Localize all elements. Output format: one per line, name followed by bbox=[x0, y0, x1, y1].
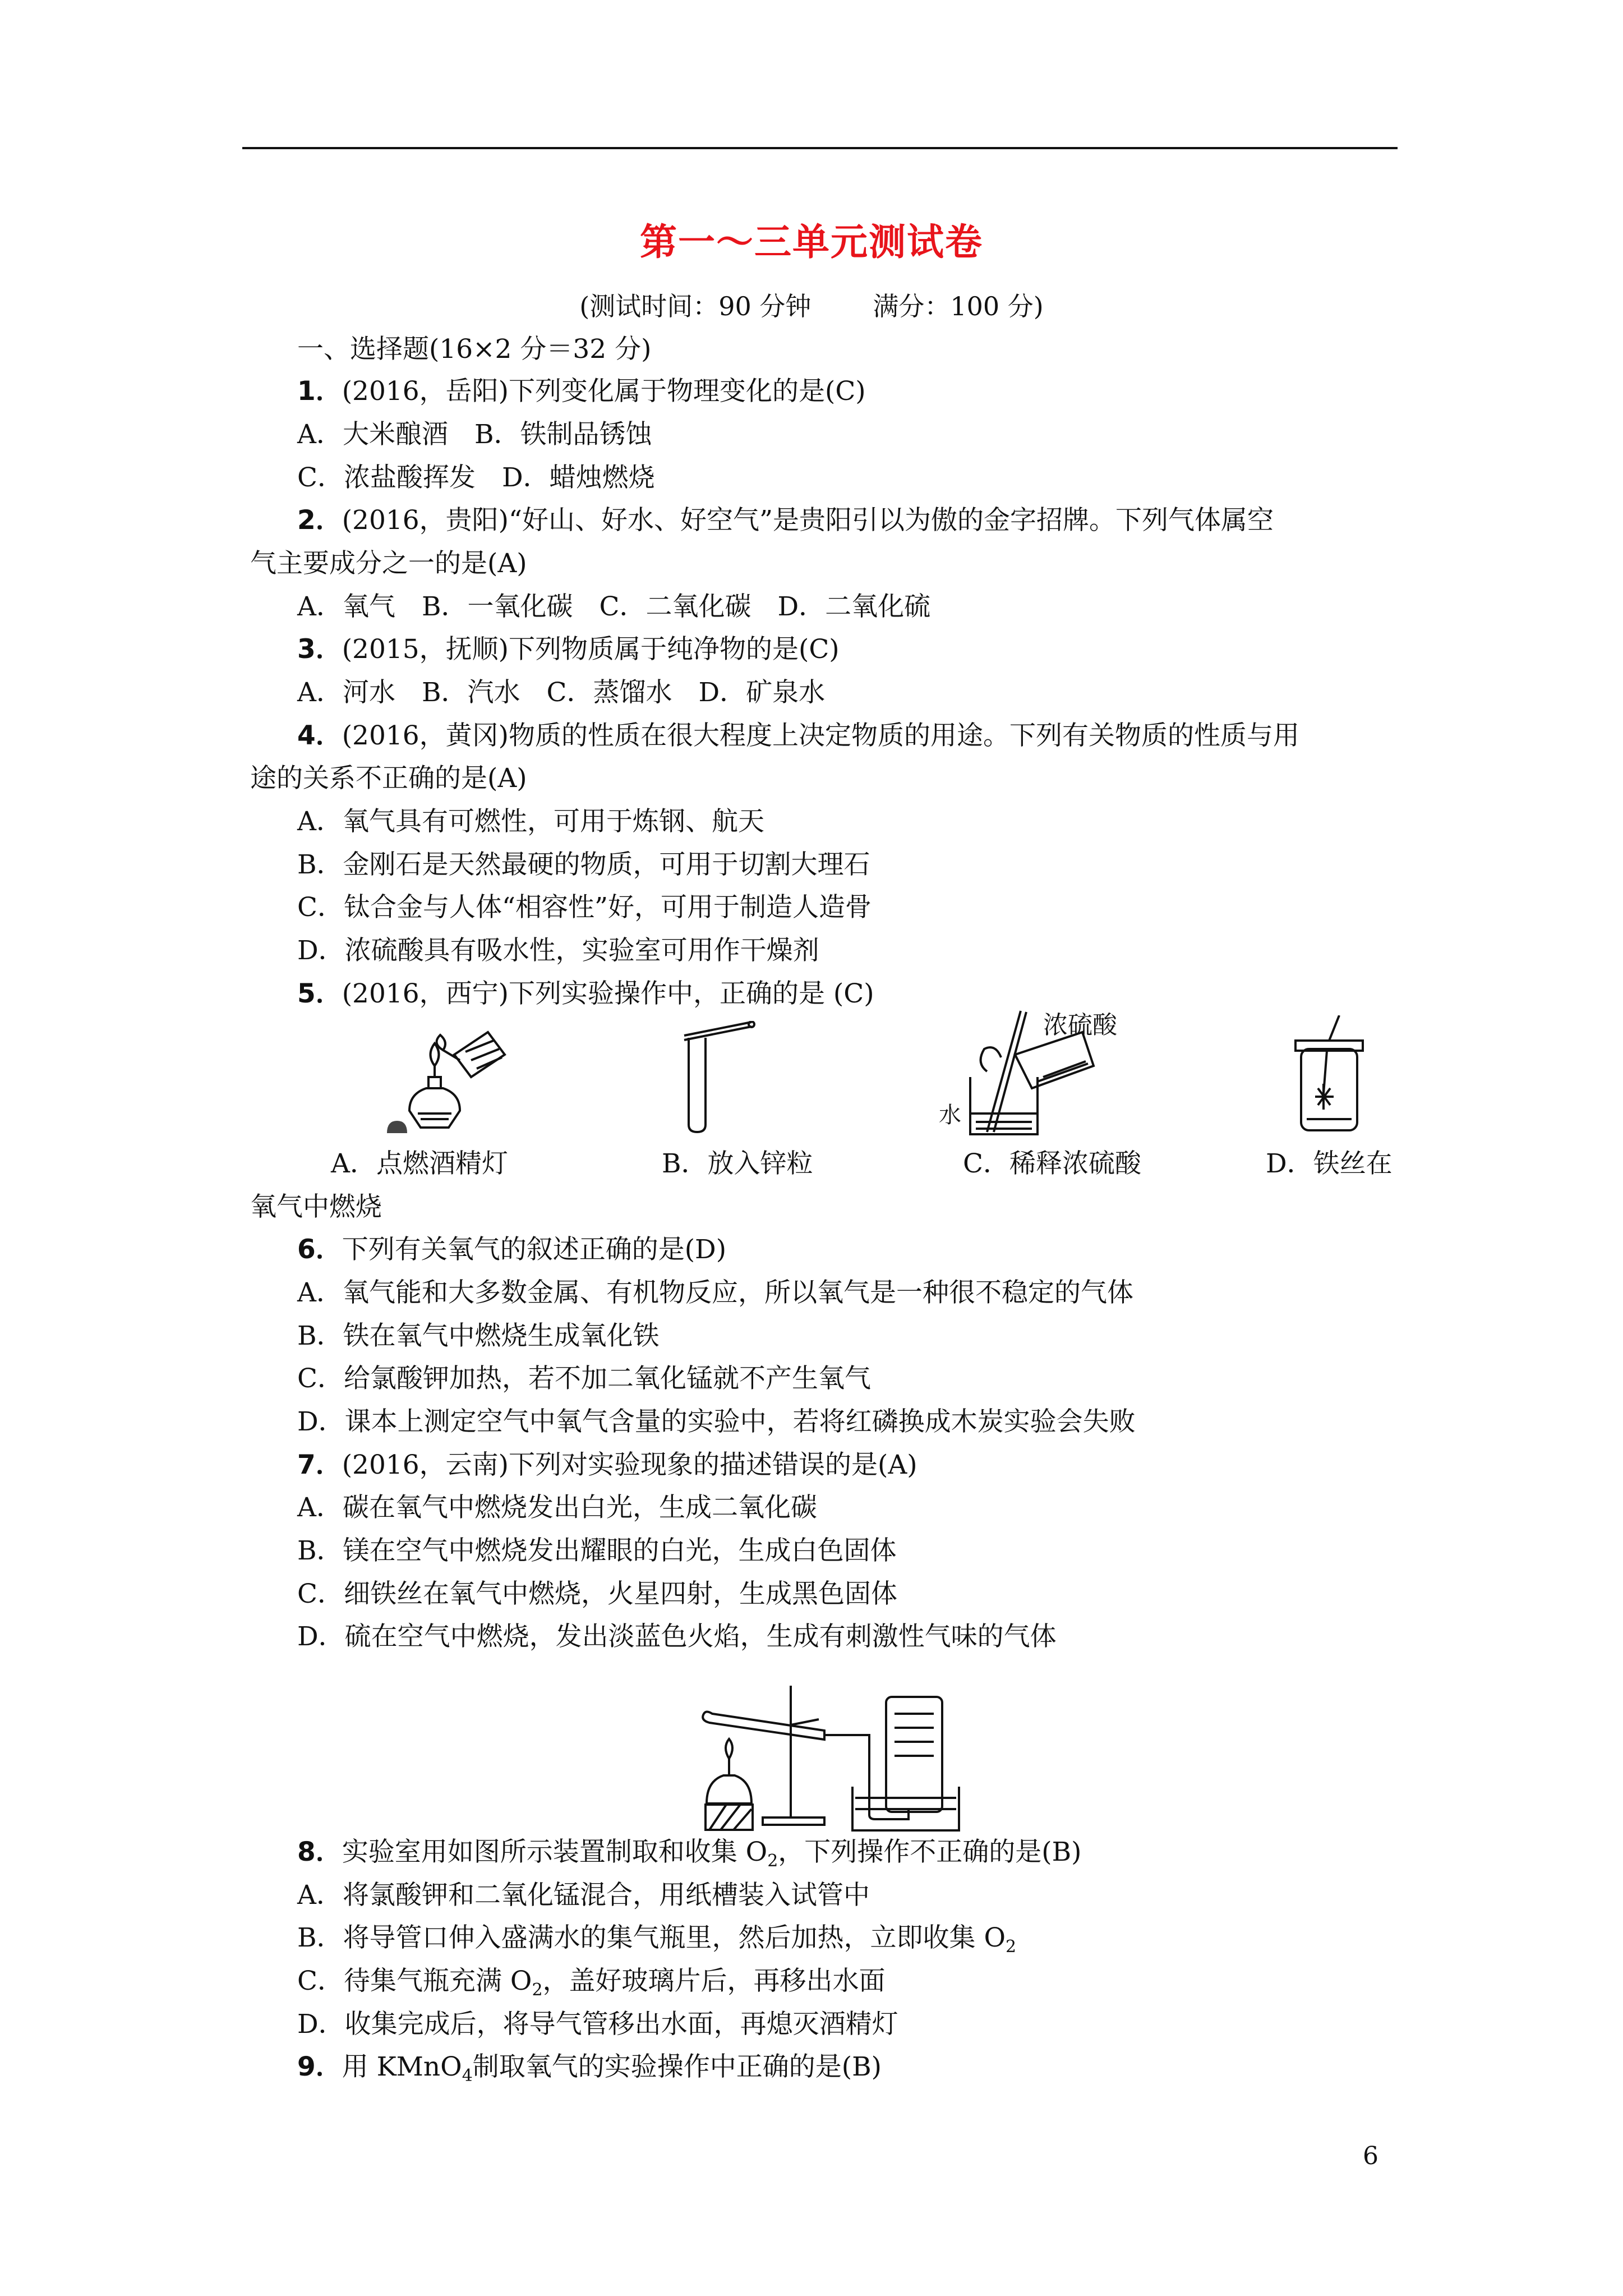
figure-a-caption: A．点燃酒精灯 bbox=[331, 1148, 508, 1179]
question-7-option-b: B．镁在空气中燃烧发出耀眼的白光，生成白色固体 bbox=[297, 1535, 897, 1566]
question-8-option-c: C．待集气瓶充满 $O_2$，盖好玻璃片后，再移出水面 bbox=[297, 1966, 886, 2000]
question-3-options: A．河水 B．汽水 C．蒸馏水 D．矿泉水 bbox=[297, 677, 826, 708]
question-2-options: A．氧气 B．一氧化碳 C．二氧化碳 D．二氧化硫 bbox=[297, 591, 931, 622]
question-3: 3．(2015，抚顺)下列物质属于纯净物的是(C) bbox=[297, 634, 840, 665]
question-4-option-a: A．氧气具有可燃性，可用于炼钢、航天 bbox=[297, 806, 764, 837]
question-6: 6．下列有关氧气的叙述正确的是(D) bbox=[297, 1234, 727, 1265]
question-1-options-cd: C．浓盐酸挥发 D．蜡烛燃烧 bbox=[297, 462, 655, 493]
figure-lighting-alcohol-lamp bbox=[387, 1021, 510, 1133]
page-title: 第一～三单元测试卷 bbox=[640, 220, 983, 264]
full-score: 满分：100 分) bbox=[873, 291, 1044, 321]
question-9: 9．用 KMnO$_4$制取氧气的实验操作中正确的是(B) bbox=[297, 2051, 882, 2086]
question-6-option-b: B．铁在氧气中燃烧生成氧化铁 bbox=[297, 1320, 660, 1351]
question-4: 4．(2016，黄冈)物质的性质在很大程度上决定物质的用途。下列有关物质的性质与用 bbox=[297, 720, 1299, 751]
subtitle bbox=[0, 286, 1623, 323]
question-4-option-b: B．金刚石是天然最硬的物质，可用于切割大理石 bbox=[297, 849, 870, 880]
question-2-cont: 气主要成分之一的是(A) bbox=[250, 548, 527, 579]
question-1-options-ab: A．大米酿酒 B．铁制品锈蚀 bbox=[297, 419, 652, 450]
question-6-option-d: D．课本上测定空气中氧气含量的实验中，若将红磷换成木炭实验会失败 bbox=[297, 1406, 1136, 1437]
question-4-option-c: C．钛合金与人体“相容性”好，可用于制造人造骨 bbox=[297, 892, 872, 923]
question-5-cont: 氧气中燃烧 bbox=[250, 1191, 382, 1222]
figure-iron-wire-burning bbox=[1290, 1015, 1374, 1133]
question-5: 5．(2016，西宁)下列实验操作中，正确的是 (C) bbox=[297, 978, 874, 1009]
question-8-option-b: B．将导管口伸入盛满水的集气瓶里，然后加热，立即收集 $O_2$ bbox=[297, 1922, 1017, 1957]
question-7-option-a: A．碳在氧气中燃烧发出白光，生成二氧化碳 bbox=[297, 1492, 817, 1523]
question-4-option-d: D．浓硫酸具有吸水性，实验室可用作干燥剂 bbox=[297, 935, 819, 966]
question-8-option-d: D．收集完成后，将导气管移出水面，再熄灭酒精灯 bbox=[297, 2009, 898, 2040]
label-water: 水 bbox=[939, 1102, 961, 1128]
question-7-option-c: C．细铁丝在氧气中燃烧，火星四射，生成黑色固体 bbox=[297, 1579, 897, 1609]
test-time: (测试时间：90 分钟 bbox=[579, 291, 811, 321]
figure-oxygen-apparatus bbox=[695, 1674, 965, 1832]
question-8-option-a: A．将氯酸钾和二氧化锰混合，用纸槽装入试管中 bbox=[297, 1880, 870, 1911]
question-6-option-c: C．给氯酸钾加热，若不加二氧化锰就不产生氧气 bbox=[297, 1363, 871, 1394]
question-8: 8．实验室用如图所示装置制取和收集 $O_2$，下列操作不正确的是(B) bbox=[297, 1837, 1082, 1871]
question-7-option-d: D．硫在空气中燃烧，发出淡蓝色火焰，生成有刺激性气味的气体 bbox=[297, 1621, 1057, 1652]
question-1: 1．(2016，岳阳)下列变化属于物理变化的是(C) bbox=[297, 376, 866, 407]
page-number: 6 bbox=[1363, 2142, 1378, 2170]
section-heading: 一、选择题(16×2 分＝32 分) bbox=[297, 334, 652, 365]
question-6-option-a: A．氧气能和大多数金属、有机物反应，所以氧气是一种很不稳定的气体 bbox=[297, 1277, 1133, 1308]
top-rule bbox=[242, 147, 1398, 149]
figure-b-caption: B．放入锌粒 bbox=[662, 1148, 813, 1179]
figure-d-caption: D．铁丝在 bbox=[1266, 1148, 1393, 1179]
question-7: 7．(2016，云南)下列对实验现象的描述错误的是(A) bbox=[297, 1450, 917, 1480]
label-conc-sulfuric-acid: 浓硫酸 bbox=[1043, 1011, 1117, 1039]
question-4-cont: 途的关系不正确的是(A) bbox=[250, 763, 527, 794]
figure-c-caption: C．稀释浓硫酸 bbox=[963, 1148, 1141, 1179]
figure-adding-zinc bbox=[679, 1021, 757, 1133]
question-2: 2．(2016，贵阳)“好山、好水、好空气”是贵阳引以为傲的金字招牌。下列气体属空 bbox=[297, 505, 1274, 536]
